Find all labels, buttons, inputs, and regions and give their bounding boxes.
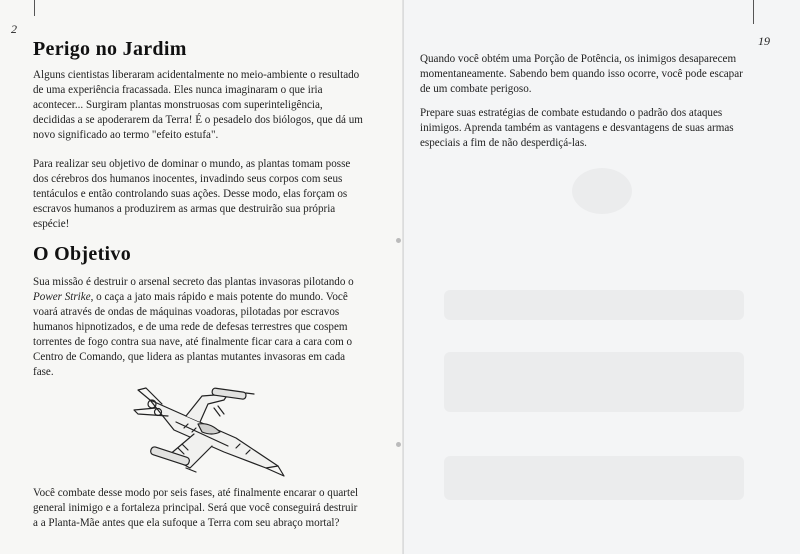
- right-paragraph-2: Prepare suas estratégias de combate estudando o padrão dos ataques inimigos. Aprenda também as vantagens e desvantagens de suas armas especiais a fim de não desperdiçá-las.: [420, 107, 734, 149]
- show-through-block-3: [444, 456, 744, 500]
- section-title-perigo: Perigo no Jardim: [33, 38, 187, 60]
- show-through-shape: [572, 168, 632, 214]
- objetivo-paragraph-2: Você combate desse modo por seis fases, até finalmente encarar o quartel general inimigo e a fortaleza principal. Será que você conseguirá destruir a a Planta-Mãe antes que ela sufoque a Terra com seu abraço mortal?: [33, 487, 359, 529]
- right-page: [404, 0, 800, 554]
- show-through-block-2: [444, 352, 744, 412]
- right-page-number: 19: [758, 34, 770, 48]
- staple-mark-bottom: [396, 442, 401, 447]
- perigo-paragraph-2: Para realizar seu objetivo de dominar o mundo, as plantas tomam posse dos cérebros dos humanos inocentes, invadindo seus corpos com seus tentáculos e então controlando suas ações. Desse modo, elas forçam os escravos humanos a produzirem as armas que destruirão sua própria espécie!: [33, 158, 351, 230]
- perigo-paragraph-1: Alguns cientistas liberaram acidentalmente no meio-ambiente o resultado de uma experiência fracassada. Eles nunca imaginaram o que iria acontecer... Surgiram plantas monstruosas com superinteligência, decididas a se apoderarem da Terra! É o pesadelo dos biólogos, que dá um novo significado ao termo "efeito estufa".: [33, 69, 363, 141]
- power-strike-jet-icon: [128, 386, 288, 480]
- right-margin-rule: [753, 0, 754, 24]
- show-through-block-1: [444, 290, 744, 320]
- left-margin-rule: [34, 0, 35, 16]
- section-title-objetivo: O Objetivo: [33, 243, 131, 265]
- objetivo-paragraph-1: Sua missão é destruir o arsenal secreto das plantas invasoras pilotando o Power Strike, o caça a jato mais rápido e mais potente do mundo. Você voará através de ondas de máquinas voadoras, pilotadas por escravos humanos hipnotizados, e de uma rede de defesas terrestres que cospem torrentes de fogo contra sua nave, até finalmente ficar cara a cara com o Centro de Comando, que lidera as plantas mutantes invasoras em cada fase.: [33, 276, 354, 378]
- power-strike-name: Power Strike: [33, 291, 91, 303]
- left-page-number: 2: [11, 22, 17, 36]
- staple-mark-top: [396, 238, 401, 243]
- right-paragraph-1: Quando você obtém uma Porção de Potência, os inimigos desaparecem momentaneamente. Sabendo bem quando isso ocorre, você pode escapar de um combate perigoso.: [420, 53, 743, 95]
